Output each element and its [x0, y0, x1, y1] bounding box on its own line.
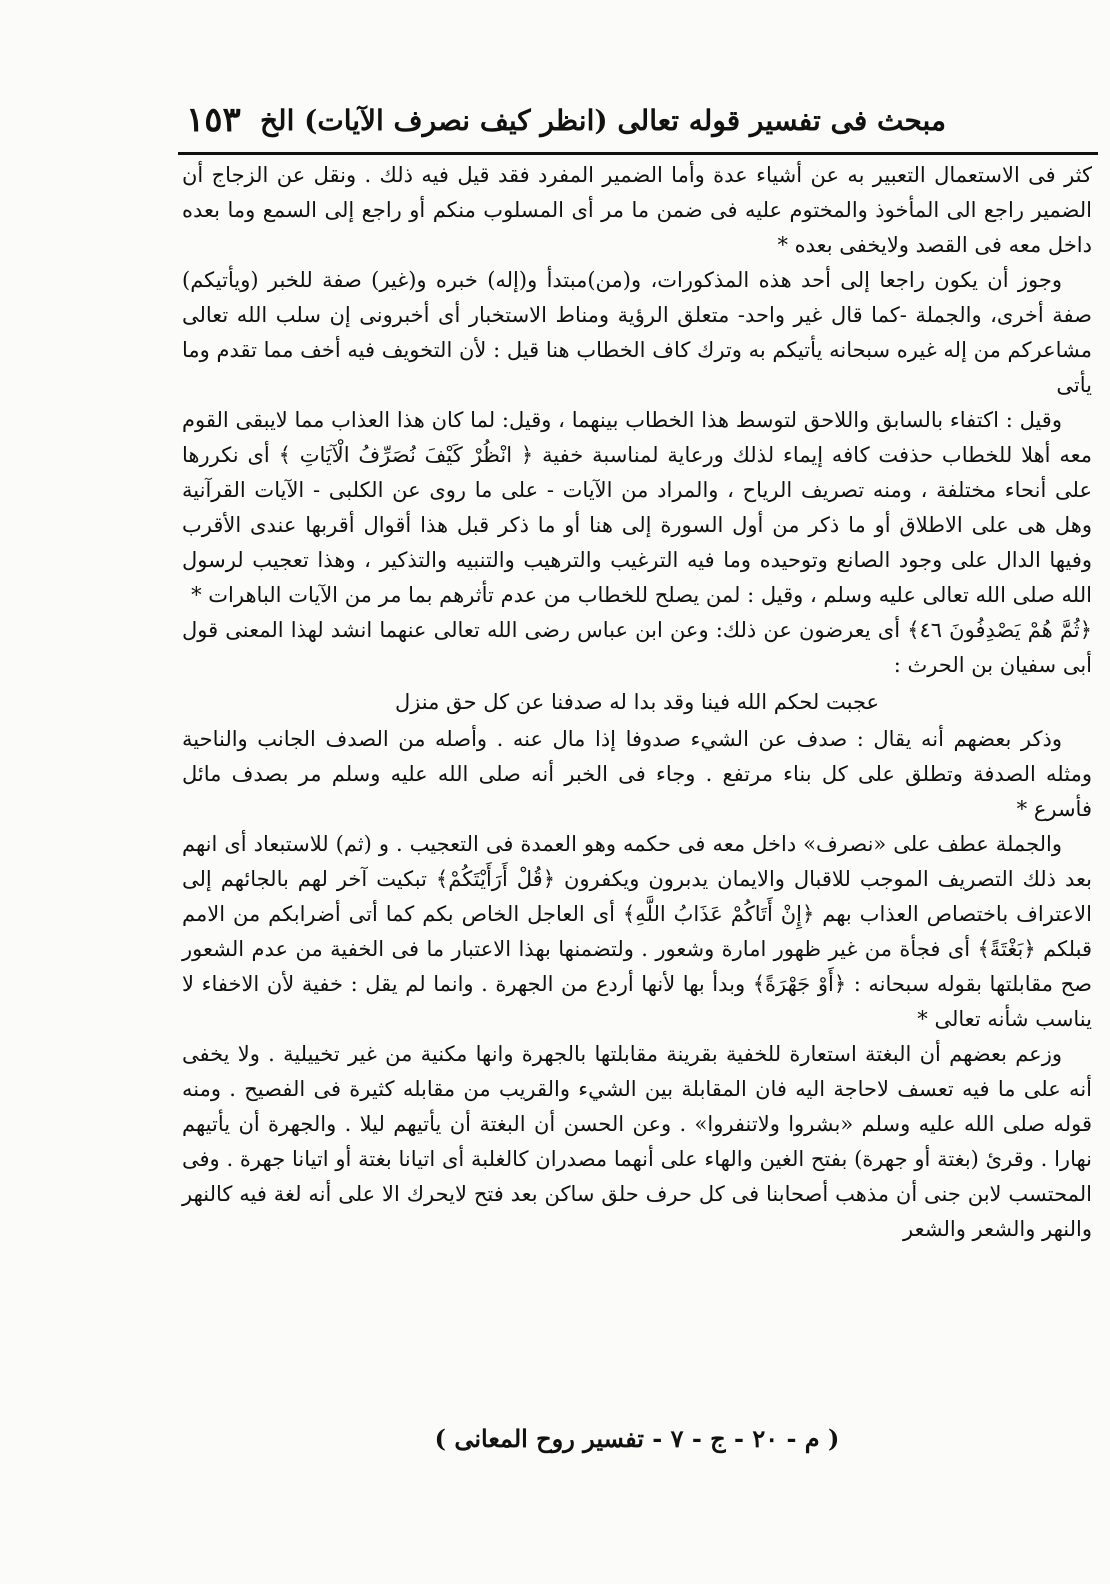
body-text [182, 158, 1092, 1458]
paragraph: وذكر بعضهم أنه يقال : صدف عن الشيء صدوفا إذا مال عنه . وأصله من الصدف الجانب والناحية ومثله الصدفة وتطلق على كل بناء مرتفع . وجاء فى الخبر أنه صلى الله عليه وسلم مر بصدف مائل فأسرع * [182, 727, 1092, 821]
paragraph: كثر فى الاستعمال التعبير به عن أشياء عدة وأما الضمير المفرد فقد قيل فيه ذلك . ونقل عن الزجاج أن الضمير راجع الى المأخوذ والمختوم عليه فى ضمن ما مر أى المسلوب منكم أو راجع إلى السمع وما بعده داخل معه فى القصد ولايخفى بعده * [182, 163, 1092, 257]
page-header [186, 100, 1096, 144]
header-rule [178, 152, 1098, 155]
page-number: ١٥٣ [186, 100, 241, 140]
paragraph: وقيل : اكتفاء بالسابق واللاحق لتوسط هذا الخطاب بينهما ، وقيل: لما كان هذا العذاب مما لايبقى القوم معه أهلا للخطاب حذفت كافه إيماء لذلك ورعاية لمناسبة خفية ﴿ انْظُرْ كَيْفَ نُصَرِّفُ الْآيَاتِ ﴾ أى نكررها على أنحاء مختلفة ، ومنه تصريف الرياح ، والمراد من الآيات - على ما روى عن الكلبى - الآيات القرآنية وهل هى على الاطلاق أو ما ذكر من أول السورة إلى هنا أو ما ذكر قبل هذا أقوال أقربها عندى الأقرب وفيها الدال على وجود الصانع وتوحيده وما فيه الترغيب والترهيب والتنبيه والتذكير ، وهذا تعجيب لرسول الله صلى الله تعالى عليه وسلم ، وقيل : لمن يصلح للخطاب من عدم تأثرهم بما مر من الآيات الباهرات * [182, 408, 1092, 607]
poetry-verse: عجبت لحكم الله فينا وقد بدا له صدفنا عن كل حق منزل [394, 690, 880, 714]
paragraph: والجملة عطف على «نصرف» داخل معه فى حكمه وهو العمدة فى التعجيب . و (ثم) للاستبعاد أى انهم بعد ذلك التصريف الموجب للاقبال والايمان يدبرون ويكفرون ﴿قُلْ أَرَأَيْتَكُمْ﴾ تبكيت آخر لهم بالجائهم إلى الاعتراف باختصاص العذاب بهم ﴿إِنْ أَتَاكُمْ عَذَابُ اللَّهِ﴾ أى العاجل الخاص بكم كما أتى أضرابكم من الامم قبلكم ﴿بَغْتَةً﴾ أى فجأة من غير ظهور امارة وشعور . ولتضمنها بهذا الاعتبار ما فى الخفية من عدم الشعور صح مقابلتها بقوله سبحانه : ﴿أَوْ جَهْرَةً﴾ وبدأ بها لأنها أردع من الجهرة . وانما لم يقل : خفية لأن الاخفاء لا يناسب شأنه تعالى * [182, 832, 1092, 1031]
running-title: مبحث فى تفسير قوله تعالى (انظر كيف نصرف الآيات) الخ [259, 104, 946, 137]
paragraph: وزعم بعضهم أن البغتة استعارة للخفية بقرينة مقابلتها بالجهرة وانها مكنية من غير تخييلية . ولا يخفى أنه على ما فيه تعسف لاحاجة اليه فان المقابلة بين الشيء والقريب من مقابله كثيرة فى الفصيح . ومنه قوله صلى الله عليه وسلم «بشروا ولاتنفروا» . وعن الحسن أن البغتة أن يأتيهم ليلا . والجهرة أن يأتيهم نهارا . وقرئ (بغتة أو جهرة) بفتح الغين والهاء على أنهما مصدران كالغلبة أى اتيانا بغتة أو اتيانا جهرة . وفى المحتسب لابن جنى أن مذهب أصحابنا فى كل حرف حلق ساكن بعد فتح لايحرك الا على أنه لغة فيه كالنهر والنهر والشعر والشعر [182, 1042, 1093, 1241]
page-footer: ( م - ٢٠ - ج - ٧ - تفسير روح المعانى ) [434, 1424, 840, 1453]
paragraph: وجوز أن يكون راجعا إلى أحد هذه المذكورات، و(من)مبتدأ و(إله) خبره و(غير) صفة للخبر (ويأتيكم) صفة أخرى، والجملة -كما قال غير واحد- متعلق الرؤية ومناط الاستخبار أى أخبرونى إن سلب الله تعالى مشاعركم من إله غيره سبحانه يأتيكم به وترك كاف الخطاب هنا قيل : لأن التخويف فيه أخف مما تقدم وما يأتى [182, 268, 1092, 397]
paragraph: ﴿ثُمَّ هُمْ يَصْدِفُونَ ٤٦﴾ أى يعرضون عن ذلك: وعن ابن عباس رضى الله تعالى عنهما انشد لهذا المعنى قول أبى سفيان بن الحرث : [182, 618, 1092, 677]
